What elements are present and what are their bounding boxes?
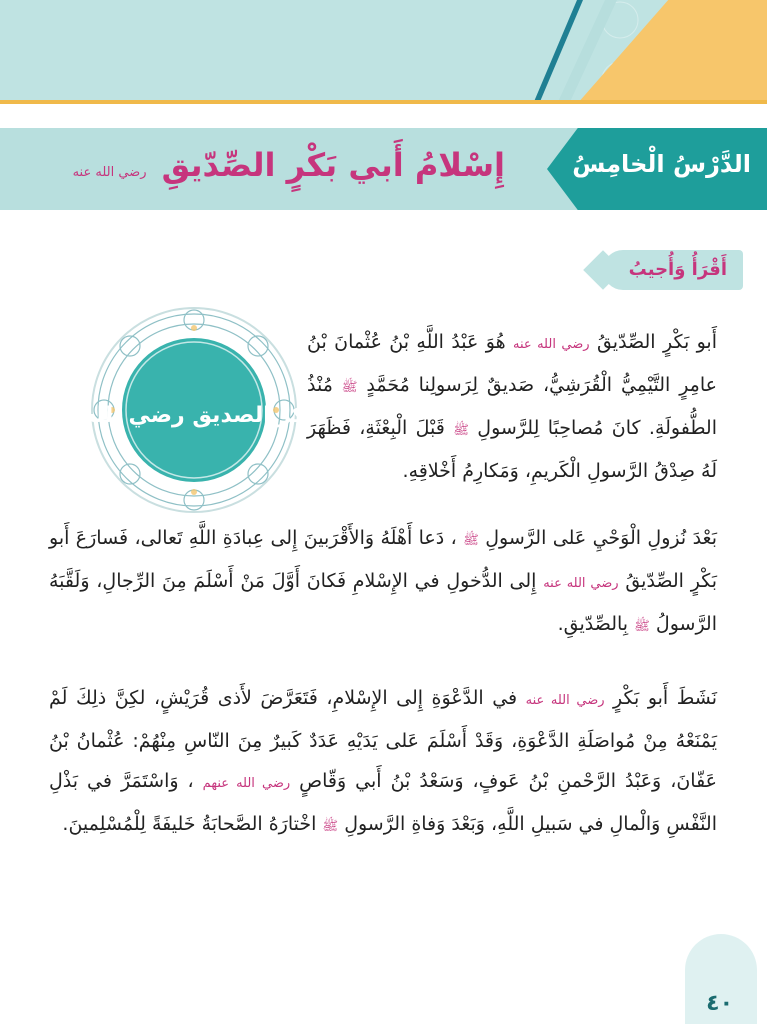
p1-text-d: قَبْلَ الْبِعْثَةِ، فَظَهَرَ لَهُ صِدْقُ الرَّسولِ الْكَريمِ، وَمَكارِمُ أَخْلاقِهِ.: [307, 417, 717, 482]
band-bottom-rule: [0, 100, 767, 104]
lesson-number: الدَّرْسُ الْخامِسُ: [572, 150, 751, 178]
lesson-title-strip: [0, 128, 767, 210]
paragraph-1: [307, 322, 717, 491]
p2-text-c: إِلى الدُّخولِ في الإِسْلامِ فَكانَ أَوَّلَ مَنْ أَسْلَمَ مِنَ الرِّجالِ، وَلَقَّبَهُ الرَّسولُ: [49, 570, 717, 635]
lesson-title: [73, 146, 505, 184]
p1-text-a: أَبو بَكْرٍ الصِّدّيقُ: [596, 331, 717, 353]
top-decorative-band: [0, 0, 767, 104]
p2-salutation-1: ﷺ: [463, 533, 479, 548]
p2-text-a: بَعْدَ نُزولِ الْوَحْيِ عَلى الرَّسولِ: [485, 527, 717, 549]
paragraph-2: [49, 518, 717, 647]
p3-honorific-2: رضي الله عنهم: [202, 776, 291, 791]
p2-salutation-2: ﷺ: [634, 619, 650, 634]
medallion-calligraphy: أبو بكر الصديق رضي الله عنه: [37, 403, 351, 428]
page-number: ٤٠: [706, 991, 733, 1016]
read-and-answer-label: أَقْرَأُ وَأُجيبُ: [628, 259, 727, 280]
p1-text-c: مُنْذُ الطُّفولَةِ. كانَ مُصاحِبًا لِلرَّسولِ: [307, 374, 717, 439]
lesson-title-text: إِسْلامُ أَبي بَكْرٍ الصِّدّيقِ: [161, 146, 505, 184]
p3-text-d: اخْتارَهُ الصَّحابَةُ خَليفَةً لِلْمُسْلِمينَ.: [62, 813, 317, 835]
p3-honorific-1: رضي الله عنه: [525, 693, 605, 708]
p3-text-c: ، وَاسْتَمَرَّ في بَذْلِ النَّفْسِ وَالْمالِ في سَبيلِ اللَّهِ، وَبَعْدَ وَفاةِ الرَّسولِ: [49, 770, 717, 835]
p1-text-b: هُوَ عَبْدُ اللَّهِ بْنُ عُثْمانَ بْنُ عامِرٍ التَّيْمِيُّ الْقُرَشِيُّ، صَديقٌ لِرَسولِنا مُحَمَّدٍ: [307, 331, 717, 396]
p3-salutation-1: ﷺ: [322, 819, 339, 834]
p3-text-b: في الدَّعْوَةِ إِلى الإِسْلامِ، فَتَعَرَّضَ لأَذى قُرَيْشٍ، لكِنَّ ذلِكَ لَمْ يَمْنَعْهُ مِنْ مُواصَلَةِ الدَّعْوَةِ، وَقَدْ أَسْلَمَ عَلى يَدَيْهِ عَدَدٌ كَبيرٌ مِنَ النّاسِ مِنْهُمْ: عُثْمانُ بْنُ عَفّانَ، وَعَبْدُ الرَّحْمنِ بْنُ عَوفٍ، وَسَعْدُ بْنُ أَبي وَقّاصٍ: [49, 687, 718, 792]
p2-text-d: بِالصِّدّيقِ.: [557, 613, 629, 635]
title-honorific: رضي الله عنه: [72, 165, 147, 180]
p1-salutation-2: ﷺ: [453, 423, 469, 438]
p2-honorific-1: رضي الله عنه: [543, 576, 619, 591]
p2-text-b: ، دَعا أَهْلَهُ وَالأَقْرَبينَ إِلى عِبادَةِ اللَّهِ تَعالى، فَسارَعَ أَبو بَكْرٍ الصِّدّيقُ: [49, 527, 717, 592]
read-and-answer-tag: [603, 250, 743, 290]
p1-salutation-1: ﷺ: [341, 380, 358, 395]
paragraph-3: [49, 678, 717, 847]
p3-text-a: نَشَطَ أَبو بَكْرٍ: [613, 687, 717, 709]
p1-honorific-1: رضي الله عنه: [512, 337, 590, 352]
